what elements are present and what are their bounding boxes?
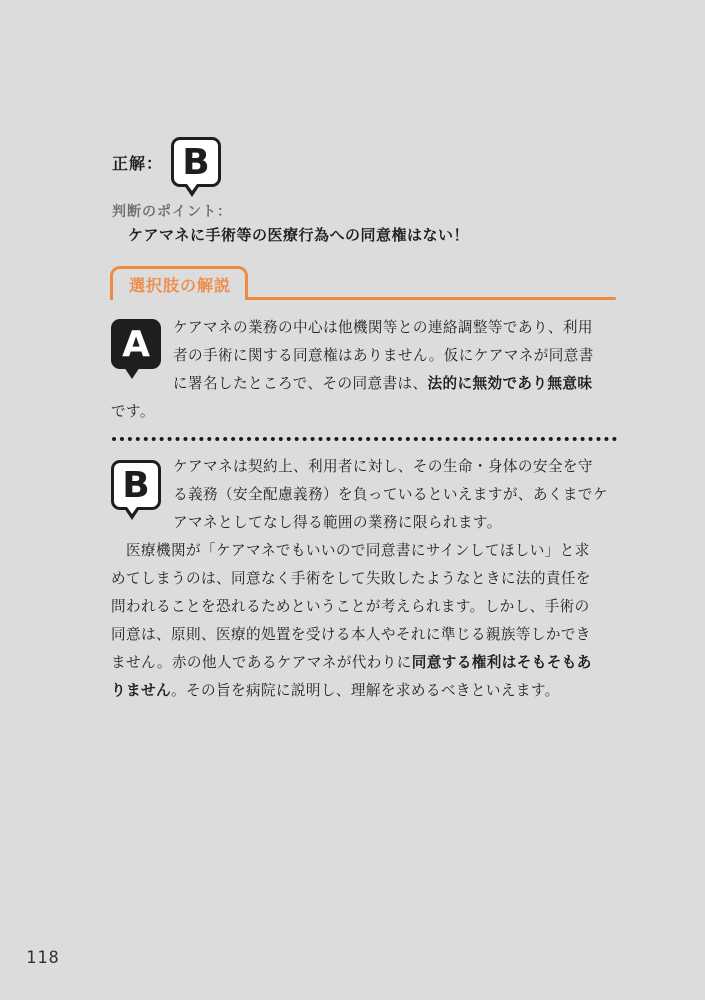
choice-a-line: ケアマネの業務の中心は他機関等との連絡調整等であり、利用 [173, 319, 593, 336]
answer-label: 正解： [112, 153, 164, 173]
point-text: ケアマネに手術等の医療行為への同意権はない！ [128, 226, 470, 244]
choice-b-line [111, 677, 621, 705]
choice-b-line: 問われることを恐れるためということが考えられます。しかし、手術の [111, 598, 590, 615]
point-label: 判断のポイント： [112, 204, 232, 220]
bold-text: 法的に無効であり無意味 [427, 375, 593, 392]
bold-text: 同意する権利はそもそもあ [411, 654, 592, 671]
choice-b-line: ケアマネは契約上、利用者に対し、その生命・身体の安全を守 [173, 458, 593, 475]
answer-letter-bubble: B [171, 137, 221, 187]
choice-b-line: 医療機関が「ケアマネでもいいので同意書にサインしてほしい」と求 [111, 542, 590, 559]
text-run: 。その旨を病院に説明し、理解を求めるべきといえます。 [170, 682, 560, 699]
text-run: に署名したところで、その同意書は、 [173, 375, 428, 392]
choice-a-explanation [111, 314, 621, 426]
text-run: ません。赤の他人であるケアマネが代わりに [111, 654, 412, 671]
choice-a-bubble: A [111, 319, 161, 369]
answer-row [112, 130, 221, 194]
section-rule [245, 297, 616, 300]
section-header [110, 266, 616, 306]
choice-b-bubble: B [111, 460, 161, 510]
choice-b-line [111, 649, 621, 677]
choice-b-line: る義務（安全配慮義務）を負っているといえますが、あくまでケ [173, 486, 608, 503]
choice-a-line [111, 370, 621, 398]
page-number: 118 [26, 948, 60, 968]
choice-b-line: 同意は、原則、医療的処置を受ける本人やそれに準じる親族等しかでき [111, 626, 591, 643]
choice-a-line: です。 [111, 403, 155, 420]
choice-b-explanation [111, 453, 621, 705]
choice-b-line: アマネとしてなし得る範囲の業務に限られます。 [173, 514, 502, 531]
section-title: 選択肢の解説 [110, 266, 248, 300]
choice-b-line: めてしまうのは、同意なく手術をして失敗したようなときに法的責任を [111, 570, 591, 587]
bold-text: りません [111, 682, 171, 699]
dotted-divider [112, 437, 617, 441]
choice-a-line: 者の手術に関する同意権はありません。仮にケアマネが同意書 [173, 347, 594, 364]
